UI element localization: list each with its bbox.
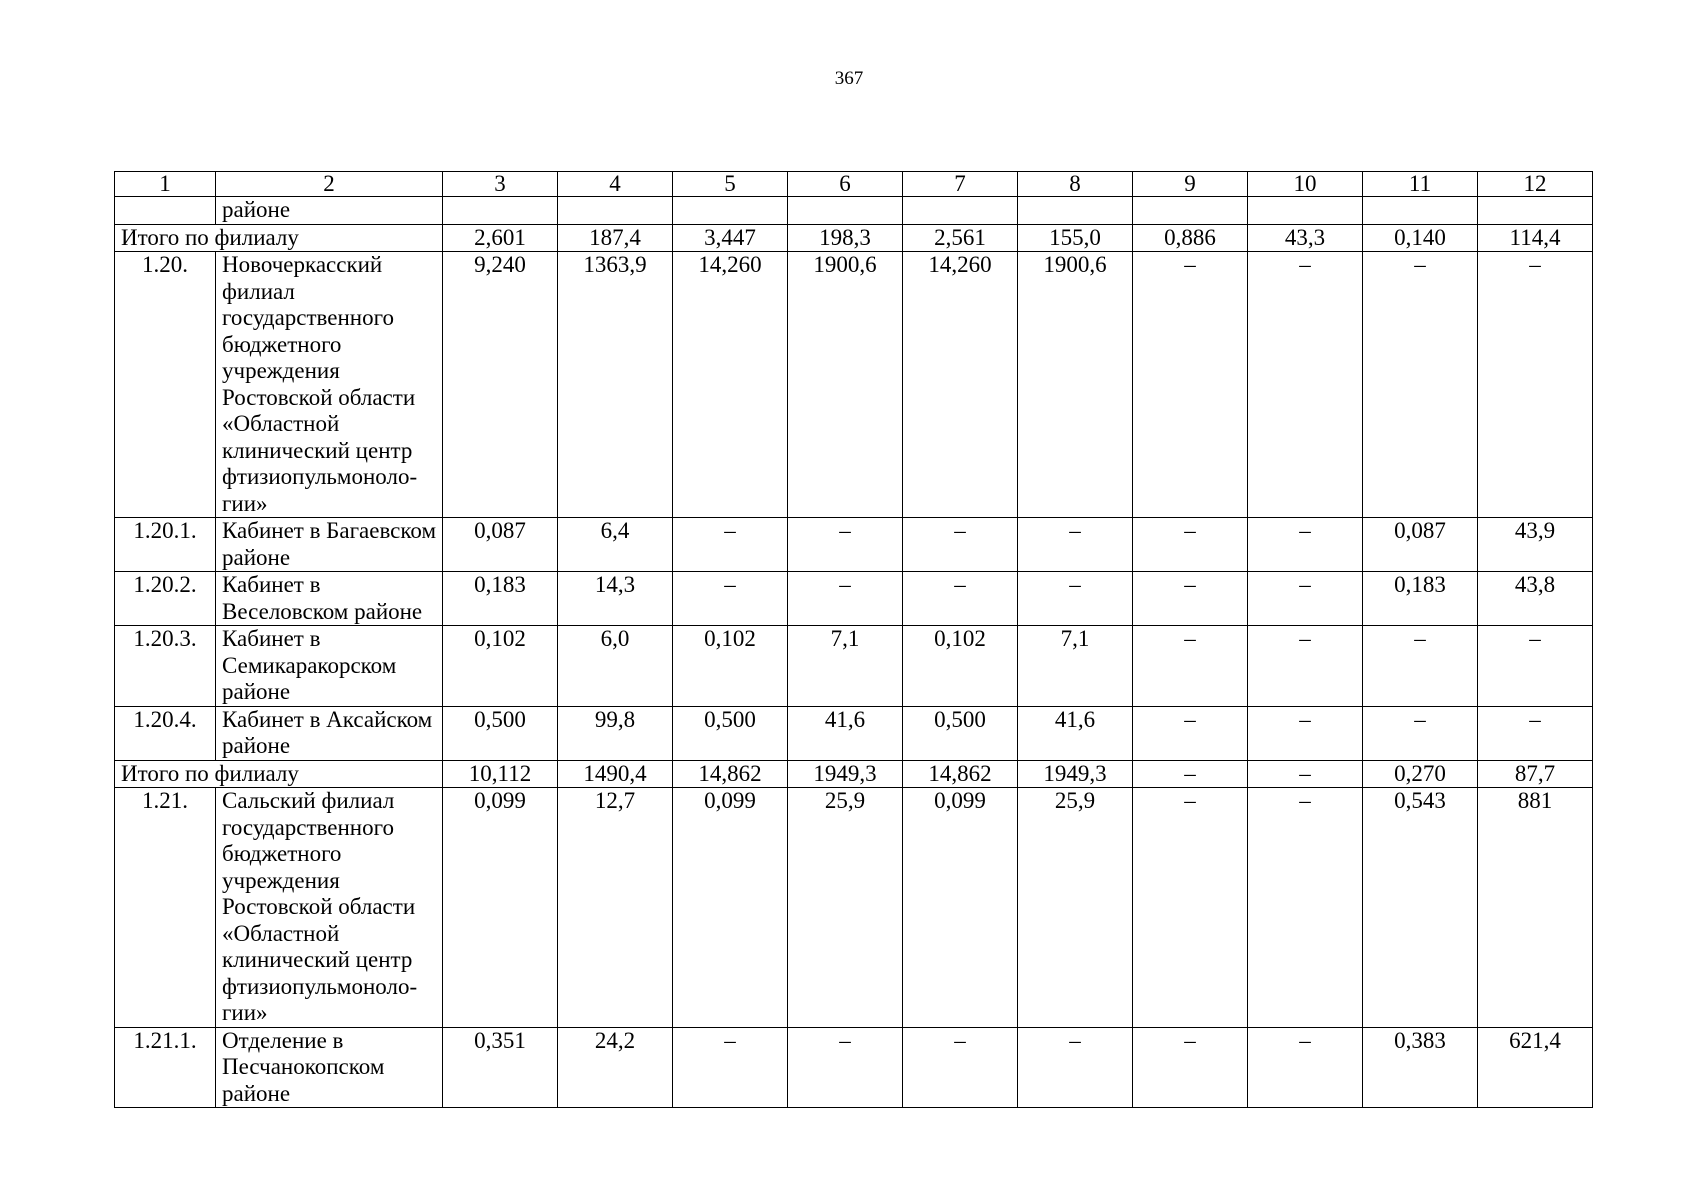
header-row	[115, 172, 1593, 197]
value-cell: 1363,9	[558, 252, 673, 518]
value-cell: 198,3	[788, 224, 903, 252]
header-cell: 5	[673, 172, 788, 197]
value-cell: 0,099	[903, 788, 1018, 1028]
total-label-cell: Итого по филиалу	[115, 760, 443, 788]
row-number-cell	[115, 197, 216, 225]
row-number-cell: 1.21.	[115, 788, 216, 1028]
value-cell: 12,7	[558, 788, 673, 1028]
value-cell: 0,087	[1363, 518, 1478, 572]
header-cell: 3	[443, 172, 558, 197]
value-cell	[1363, 197, 1478, 225]
value-cell: 1900,6	[788, 252, 903, 518]
table-row	[115, 572, 1593, 626]
table-body	[115, 172, 1593, 1108]
value-cell: –	[788, 518, 903, 572]
row-number-cell: 1.20.3.	[115, 626, 216, 707]
value-cell: –	[1248, 626, 1363, 707]
row-number-cell: 1.20.4.	[115, 706, 216, 760]
value-cell: 0,351	[443, 1027, 558, 1108]
value-cell: 87,7	[1478, 760, 1593, 788]
value-cell: –	[1248, 518, 1363, 572]
value-cell	[903, 197, 1018, 225]
total-label-cell: Итого по филиалу	[115, 224, 443, 252]
value-cell: 14,862	[673, 760, 788, 788]
row-name-cell: Отделение в Песчанокопском районе	[216, 1027, 443, 1108]
row-name-cell: Кабинет в Веселовском районе	[216, 572, 443, 626]
value-cell	[1478, 197, 1593, 225]
value-cell: –	[1018, 1027, 1133, 1108]
continuation-row	[115, 197, 1593, 225]
value-cell: 2,561	[903, 224, 1018, 252]
row-number-cell: 1.21.1.	[115, 1027, 216, 1108]
value-cell: 43,3	[1248, 224, 1363, 252]
value-cell: 0,886	[1133, 224, 1248, 252]
value-cell: –	[1248, 572, 1363, 626]
value-cell: 0,102	[903, 626, 1018, 707]
header-cell: 4	[558, 172, 673, 197]
value-cell: –	[1363, 706, 1478, 760]
value-cell	[1248, 197, 1363, 225]
value-cell: –	[1248, 760, 1363, 788]
value-cell: –	[1248, 788, 1363, 1028]
value-cell	[1133, 197, 1248, 225]
value-cell: 0,270	[1363, 760, 1478, 788]
value-cell: 0,183	[443, 572, 558, 626]
value-cell: 41,6	[788, 706, 903, 760]
value-cell	[673, 197, 788, 225]
page-number: 367	[834, 68, 864, 89]
row-name-cell: Новочеркасский филиал государственного бюджетного учреждения Ростовской области «Областной клинический центр фтизиопульмоноло-гии»	[216, 252, 443, 518]
value-cell	[558, 197, 673, 225]
value-cell: –	[1478, 252, 1593, 518]
row-number-cell: 1.20.2.	[115, 572, 216, 626]
row-name-cell: Кабинет в Семикаракорском районе	[216, 626, 443, 707]
value-cell: 0,183	[1363, 572, 1478, 626]
value-cell: 14,260	[673, 252, 788, 518]
value-cell: 24,2	[558, 1027, 673, 1108]
value-cell: 0,543	[1363, 788, 1478, 1028]
value-cell	[788, 197, 903, 225]
value-cell: 43,9	[1478, 518, 1593, 572]
header-cell: 12	[1478, 172, 1593, 197]
value-cell: 10,112	[443, 760, 558, 788]
value-cell: 0,500	[903, 706, 1018, 760]
table-row	[115, 518, 1593, 572]
value-cell: –	[788, 1027, 903, 1108]
total-row	[115, 224, 1593, 252]
value-cell: –	[1018, 518, 1133, 572]
table-row	[115, 626, 1593, 707]
value-cell: –	[673, 1027, 788, 1108]
value-cell: 14,260	[903, 252, 1018, 518]
value-cell: –	[673, 518, 788, 572]
table-row	[115, 252, 1593, 518]
row-name-cell: Кабинет в Аксайском районе	[216, 706, 443, 760]
value-cell: 1900,6	[1018, 252, 1133, 518]
total-row	[115, 760, 1593, 788]
value-cell: –	[1133, 572, 1248, 626]
value-cell: –	[903, 1027, 1018, 1108]
row-name-cell: Сальский филиал государственного бюджетного учреждения Ростовской области «Областной клинический центр фтизиопульмоноло-гии»	[216, 788, 443, 1028]
value-cell: 99,8	[558, 706, 673, 760]
header-cell: 11	[1363, 172, 1478, 197]
value-cell: –	[788, 572, 903, 626]
value-cell: –	[1133, 1027, 1248, 1108]
header-cell: 6	[788, 172, 903, 197]
value-cell: 14,3	[558, 572, 673, 626]
value-cell: 3,447	[673, 224, 788, 252]
value-cell: 155,0	[1018, 224, 1133, 252]
value-cell: –	[1133, 760, 1248, 788]
value-cell: 43,8	[1478, 572, 1593, 626]
value-cell: 6,0	[558, 626, 673, 707]
value-cell: 0,099	[443, 788, 558, 1028]
value-cell: 0,102	[443, 626, 558, 707]
value-cell: 0,087	[443, 518, 558, 572]
value-cell: –	[1478, 706, 1593, 760]
value-cell: 0,383	[1363, 1027, 1478, 1108]
value-cell: 1949,3	[1018, 760, 1133, 788]
value-cell: –	[903, 518, 1018, 572]
value-cell: –	[1248, 706, 1363, 760]
value-cell: –	[1478, 626, 1593, 707]
value-cell: 0,102	[673, 626, 788, 707]
value-cell: –	[1363, 252, 1478, 518]
value-cell	[443, 197, 558, 225]
value-cell: –	[1133, 252, 1248, 518]
value-cell: –	[1133, 626, 1248, 707]
value-cell: –	[1363, 626, 1478, 707]
value-cell: 9,240	[443, 252, 558, 518]
value-cell: 2,601	[443, 224, 558, 252]
table-row	[115, 706, 1593, 760]
header-cell: 2	[216, 172, 443, 197]
value-cell: –	[1133, 788, 1248, 1028]
value-cell: –	[1248, 1027, 1363, 1108]
value-cell: –	[1248, 252, 1363, 518]
value-cell: 7,1	[1018, 626, 1133, 707]
data-table	[114, 171, 1593, 1108]
value-cell: 25,9	[1018, 788, 1133, 1028]
header-cell: 10	[1248, 172, 1363, 197]
value-cell: 7,1	[788, 626, 903, 707]
value-cell: 14,862	[903, 760, 1018, 788]
value-cell: –	[1018, 572, 1133, 626]
value-cell: –	[1133, 518, 1248, 572]
table-row	[115, 788, 1593, 1028]
value-cell: 41,6	[1018, 706, 1133, 760]
row-number-cell: 1.20.	[115, 252, 216, 518]
row-name-cell: районе	[216, 197, 443, 225]
header-cell: 1	[115, 172, 216, 197]
row-number-cell: 1.20.1.	[115, 518, 216, 572]
value-cell: –	[1133, 706, 1248, 760]
value-cell: 25,9	[788, 788, 903, 1028]
value-cell: –	[903, 572, 1018, 626]
table-row	[115, 1027, 1593, 1108]
value-cell: 1949,3	[788, 760, 903, 788]
header-cell: 7	[903, 172, 1018, 197]
header-cell: 8	[1018, 172, 1133, 197]
value-cell: 1490,4	[558, 760, 673, 788]
value-cell: 0,099	[673, 788, 788, 1028]
header-cell: 9	[1133, 172, 1248, 197]
value-cell	[1018, 197, 1133, 225]
value-cell: –	[673, 572, 788, 626]
value-cell: 187,4	[558, 224, 673, 252]
row-name-cell: Кабинет в Багаевском районе	[216, 518, 443, 572]
value-cell: 881	[1478, 788, 1593, 1028]
value-cell: 6,4	[558, 518, 673, 572]
value-cell: 0,500	[443, 706, 558, 760]
value-cell: 621,4	[1478, 1027, 1593, 1108]
value-cell: 0,140	[1363, 224, 1478, 252]
value-cell: 114,4	[1478, 224, 1593, 252]
value-cell: 0,500	[673, 706, 788, 760]
